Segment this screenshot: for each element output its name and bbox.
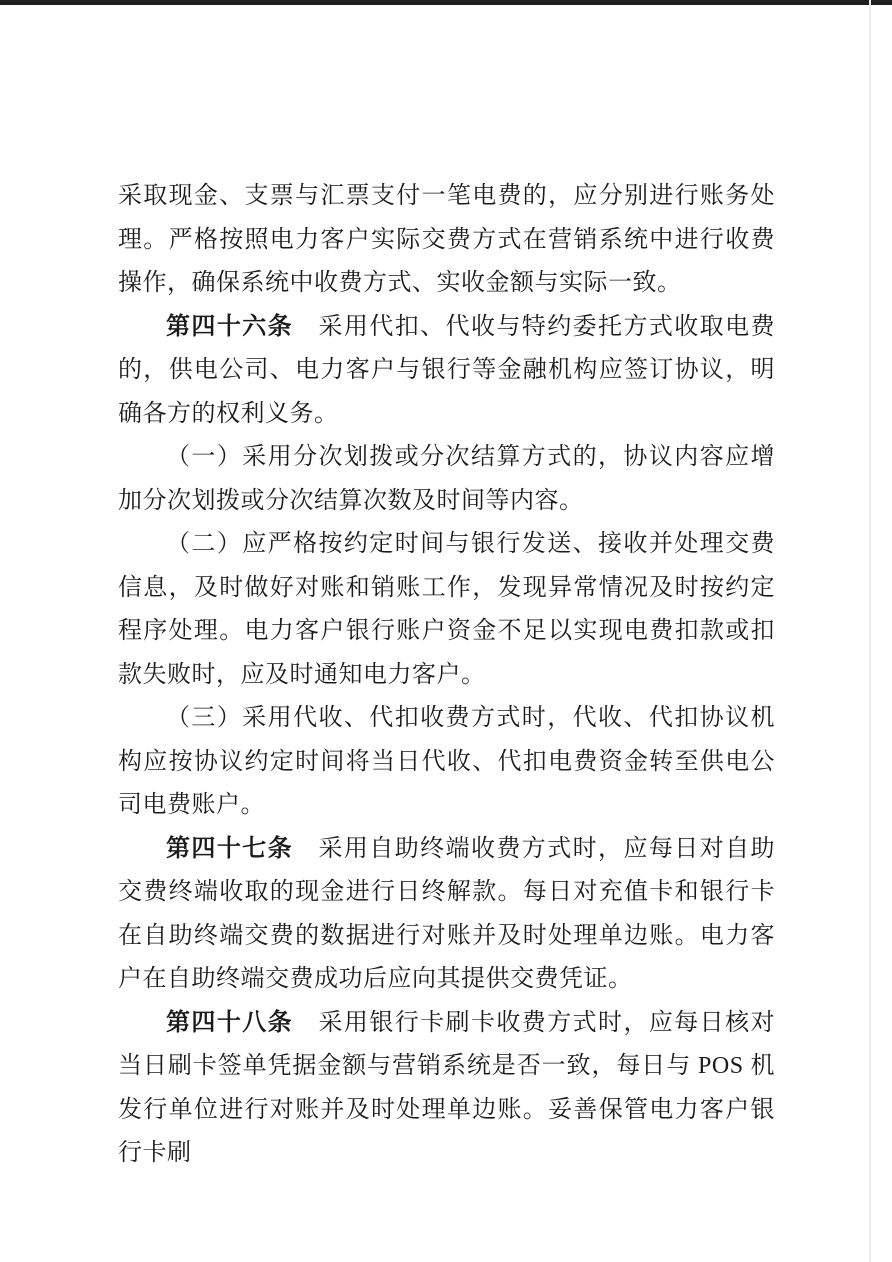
paragraph [118,306,775,437]
body-text-run: （三）采用代收、代扣收费方式时，代收、代扣协议机构应按协议约定时间将当日代收、代扣电费资金转至供电公司电费账户。 [118,705,775,818]
body-text-run: 采用代扣、代收与特约委托方式收取电费的，供电公司、电力客户与银行等金融机构应签订协议，明确各方的权利义务。 [118,313,776,427]
paragraph [118,697,775,828]
paragraph [118,523,775,697]
document-text-block [118,175,775,1176]
body-text-run: （二）应严格按约定时间与银行发送、接收并处理交费信息，及时做好对账和销账工作，发现异常情况及时按约定程序处理。电力客户银行账户资金不足以实现电费扣款或扣款失败时，应及时通知电力客户。 [118,531,775,688]
paragraph [118,436,775,523]
body-text-run: 采用银行卡刷卡收费方式时，应每日核对当日刷卡签单凭据金额与营销系统是否一致，每日与 POS 机发行单位进行对账并及时处理单边账。妥善保管电力客户银行卡刷 [118,1009,776,1166]
article-number-bold-run: 第四十八条 [166,1009,294,1036]
paragraph [118,828,775,1002]
article-number-bold-run: 第四十七条 [166,835,294,862]
body-text-run: （一）采用分次划拨或分次结算方式的，协议内容应增加分次划拨或分次结算次数及时间等内容。 [118,444,775,514]
body-text-run: 采用自助终端收费方式时，应每日对自助交费终端收取的现金进行日终解款。每日对充值卡和银行卡在自助终端交费的数据进行对账并及时处理单边账。电力客户在自助终端交费成功后应向其提供交费凭证。 [118,835,776,992]
body-text-run: 采取现金、支票与汇票支付一笔电费的，应分别进行账务处理。严格按照电力客户实际交费方式在营销系统中进行收费操作，确保系统中收费方式、实收金额与实际一致。 [118,183,775,296]
page-right-edge-line [869,0,871,1262]
paragraph [118,175,775,306]
paragraph [118,1002,775,1176]
page-top-edge-bar [0,0,892,5]
article-number-bold-run: 第四十六条 [166,313,294,340]
